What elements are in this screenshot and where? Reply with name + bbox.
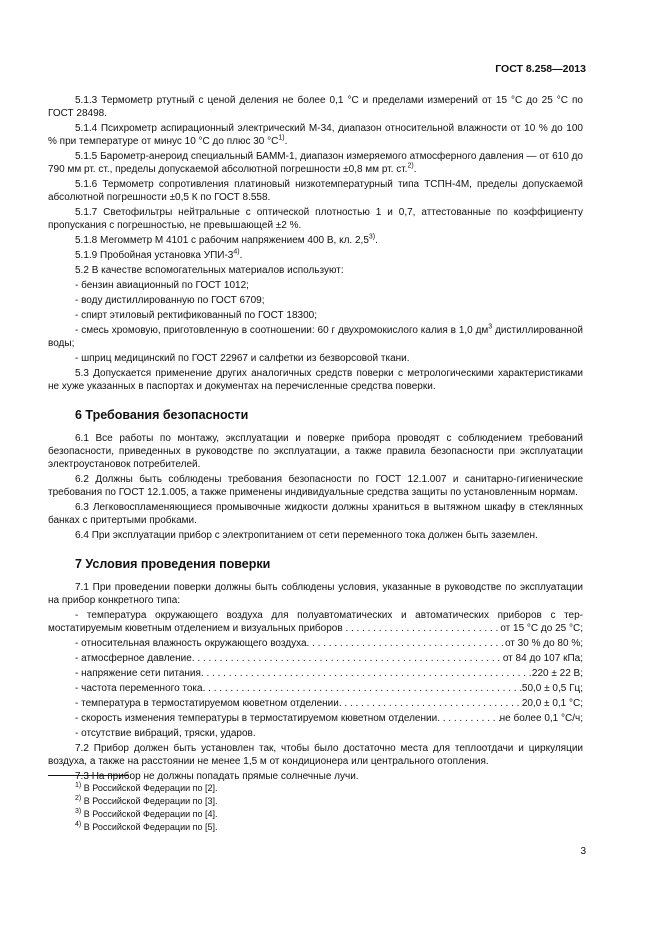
item-5-1-9: 5.1.9 Пробойная установка УПИ-3$^{4)}$. — [75, 248, 243, 261]
item-5-1-3: 5.1.3 Термометр ртутный с ценой деления не более 0,1 °С и пределами измерений от 15 °С до 25 °С по ГОСТ 28498. — [48, 95, 583, 119]
leader-dots — [345, 622, 500, 635]
item-5-1-6: 5.1.6 Термометр сопротивления платиновый низкотемпературный типа ТСПН-4М, пределы допускаемой абсолютной погрешности ±0,5 К по ГОСТ 8.558. — [48, 179, 583, 203]
section-6-title: 6 Требования безопасности — [75, 408, 249, 422]
item-6-3: 6.3 Легковоспламеняющиеся промывочные жидкости должны храниться в вытяжном шкафу в стеклянных банках с притертыми пробками. — [48, 502, 584, 526]
condition-temperature-label-cont: мостатируемым кюветным отделением и визуальных приборов — [48, 623, 346, 634]
material-item: - шприц медицинский по ГОСТ 22967 и салфетки из безворсовой ткани. — [75, 353, 410, 364]
condition-row: - частота переменного тока . . . 50,0 ± 0,5 Гц; — [48, 682, 583, 695]
footnote: $^{3)}$ В Российской Федерации по [4]. — [75, 808, 218, 819]
item-5-2: 5.2 В качестве вспомогательных материалов используют: — [75, 265, 344, 276]
item-5-1-4: 5.1.4 Психрометр аспирационный электрический М-34, диапазон относительной влажности от 10 % до 100 % при температуре от минус 10 °С до плюс 30 $^\circ С^{1)}$. — [48, 123, 583, 147]
page-content — [48, 94, 583, 785]
document-code: ГОСТ 8.258—2013 — [495, 63, 586, 75]
footnote-separator — [48, 775, 128, 776]
item-5-3: 5.3 Допускается применение других аналогичных средств поверки с метрологическими характеристиками не хуже указанных в паспортах и документах на перечисленные средства поверки. — [48, 368, 583, 392]
item-6-1: 6.1 Все работы по монтажу, эксплуатации и поверке прибора проводят с соблюдением требований безопасности, приведенных в руководстве по эксплуатации, а также правила безопасности при эксплуатации электроустановок потребителей. — [48, 433, 583, 470]
condition-row: - скорость изменения температуры в термостатируемом кюветном отделении . . . не более 0,1 °С/ч; — [48, 712, 583, 725]
item-6-4: 6.4 При эксплуатации прибор с электропитанием от сети переменного тока должен быть заземлен. — [75, 530, 538, 541]
material-item: - спирт этиловый ректификованный по ГОСТ 18300; — [75, 310, 317, 321]
condition-temperature-label: - температура окружающего воздуха для полуавтоматических и автоматических приборов с тер- — [75, 610, 583, 621]
page-number: 3 — [580, 846, 586, 857]
condition-last: - отсутствие вибраций, тряски, ударов. — [75, 728, 256, 739]
footnote: $^{2)}$ В Российской Федерации по [3]. — [75, 795, 218, 806]
footnote: $^{4)}$ В Российской Федерации по [5]. — [75, 821, 218, 832]
item-5-1-5: 5.1.5 Барометр-анероид специальный БАММ-1, диапазон измеряемого атмосферного давления — от 610 до 790 мм рт. ст., пределы допускаемой абсолютной погрешности ±0,8 мм рт. ст.$^{2)}$. — [48, 151, 583, 175]
item-5-1-7: 5.1.7 Светофильтры нейтральные с оптической плотностью 1 и 0,7, аттестованные по коэффициенту пропускания с погрешностью, не превышающей ±2 %. — [48, 207, 583, 231]
footnotes — [75, 782, 218, 834]
item-7-3: 7.3 На прибор не должны попадать прямые солнечные лучи. — [75, 771, 359, 782]
condition-temperature — [48, 609, 583, 635]
item-7-2: 7.2 Прибор должен быть установлен так, чтобы было достаточно места для теплоотдачи и циркуляции воздуха, а также на расстоянии не менее 1,5 м от кондиционера или центрального отопления. — [48, 743, 583, 767]
footnote: $^{1)}$ В Российской Федерации по [2]. — [75, 782, 218, 793]
condition-row: - относительная влажность окружающего воздуха . . . от 30 % до 80 %; — [48, 637, 583, 650]
material-item: - воду дистиллированную по ГОСТ 6709; — [75, 295, 265, 306]
item-5-1-8: 5.1.8 Мегомметр М 4101 с рабочим напряжением 400 В, кл. 2,5$^{3)}$. — [75, 233, 378, 246]
material-item-chrome: - смесь хромовую, приготовленную в соотношении: 60 г двухромокислого калия в 1,0 $дм^3$ дистиллированной воды; — [48, 323, 583, 349]
material-item: - бензин авиационный по ГОСТ 1012; — [75, 280, 249, 291]
condition-row: - напряжение сети питания . . . 220 ± 22 В; — [48, 667, 583, 680]
item-6-2: 6.2 Должны быть соблюдены требования безопасности по ГОСТ 12.1.007 и санитарно-гигиенические требования по ГОСТ 12.1.005, а также применены индивидуальные средства защиты по установленным нормам. — [48, 474, 584, 498]
section-7-title: 7 Условия проведения поверки — [75, 557, 271, 571]
condition-row: - температура в термостатируемом кюветном отделении . . . 20,0 ± 0,1 °С; — [48, 697, 583, 710]
condition-row: - атмосферное давление . . . от 84 до 107 кПа; — [48, 652, 583, 665]
condition-temperature-value: от 15 °С до 25 °С; — [500, 623, 583, 634]
item-7-1: 7.1 При проведении поверки должны быть соблюдены условия, указанные в руководстве по эксплуатации на прибор конкретного типа: — [48, 582, 583, 606]
